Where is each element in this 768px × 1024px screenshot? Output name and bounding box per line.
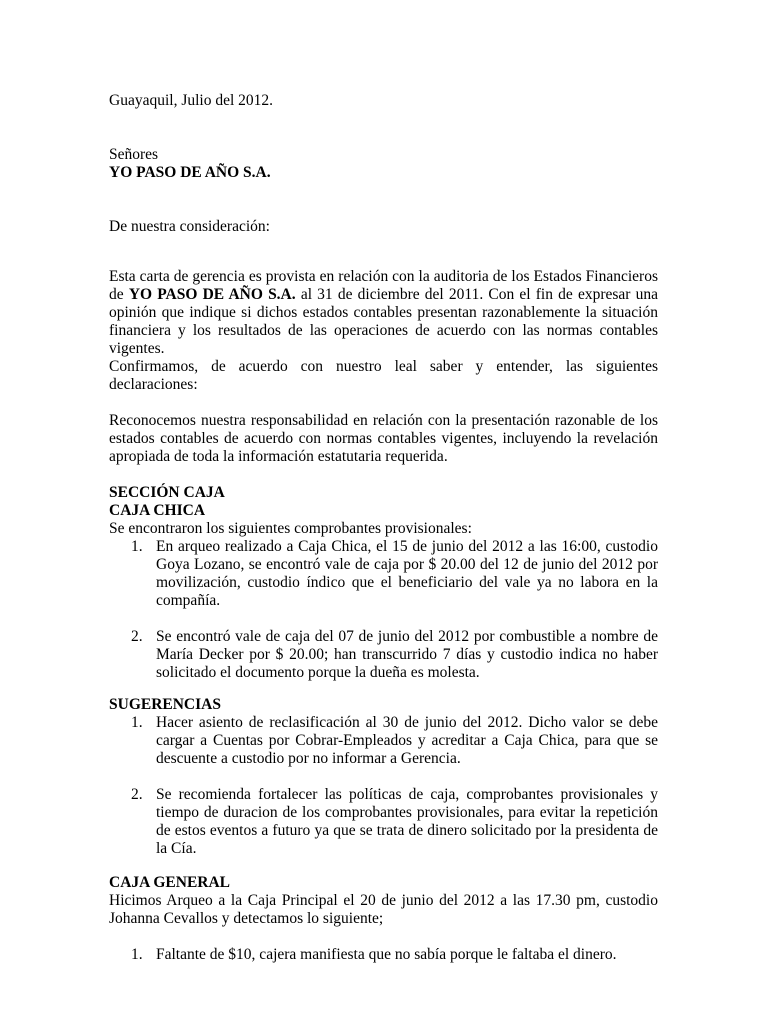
list-item: 1. Hacer asiento de reclasificación al 30 de junio del 2012. Dicho valor se debe cargar a Cuentas por Cobrar-Empleados y acreditar a Caja Chica, para que se descuente a custodio por no informar a Gerencia. [131,714,658,767]
caja-chica-list [109,538,658,682]
intro-company: YO PASO DE AÑO S.A. [128,286,296,303]
recipient-salutation: Señores [109,146,159,163]
responsibility-paragraph: Reconocemos nuestra responsabilidad en relación con la presentación razonable de los estados contables de acuerdo con normas contables vigentes, incluyendo la revelación apropiada de toda la información estatutaria requerida. [109,412,658,465]
section-title-caja: SECCIÓN CAJA [109,484,225,501]
list-item: 2. Se recomienda fortalecer las políticas de caja, comprobantes provisionales y tiempo de duracion de los comprobantes provisionales, para evitar la repetición de estos eventos a futuro ya que se trata de dinero solicitado por la presidenta de la Cía. [131,786,658,857]
recipient-company: YO PASO DE AÑO S.A. [109,164,271,181]
caja-general-list [109,946,658,964]
list-item: 1. Faltante de $10, cajera manifiesta que no sabía porque le faltaba el dinero. [131,946,617,963]
list-item: 1. En arqueo realizado a Caja Chica, el 15 de junio del 2012 a las 16:00, custodio Goya Lozano, se encontró vale de caja por $ 20.00 del 12 de junio del 2012 por movilización, custodio índico que el beneficiario del vale ya no labora en la compañía. [131,538,658,609]
place-date: Guayaquil, Julio del 2012. [109,92,274,109]
confirm-paragraph: Confirmamos, de acuerdo con nuestro leal saber y entender, las siguientes declaraciones: [109,358,658,393]
caja-general-title: CAJA GENERAL [109,874,231,891]
subsection-title-caja-chica: CAJA CHICA [109,502,206,519]
sugerencias-title: SUGERENCIAS [109,696,221,713]
intro-paragraph [109,268,658,358]
intro-text-a: Esta carta de gerencia es provista en relación con la auditoria de los Estados Financieros de [109,268,658,303]
greeting: De nuestra consideración: [109,218,270,235]
sugerencias-list [109,714,658,858]
caja-general-lead: Hicimos Arqueo a la Caja Principal el 20 de junio del 2012 a las 17.30 pm, custodio Johanna Cevallos y detectamos lo siguiente; [109,892,658,927]
intro-text-b: al 31 de diciembre del 2011. Con el fin de expresar una opinión que indique si dichos estados contables presentan razonablemente la situación financiera y los resultados de las operaciones de acuerdo con las normas contables vigentes. [109,286,658,357]
list-item: 2. Se encontró vale de caja del 07 de junio del 2012 por combustible a nombre de María Decker por $ 20.00; han transcurrido 7 días y custodio indica no haber solicitado el documento porque la dueña es molesta. [131,628,658,681]
caja-chica-lead: Se encontraron los siguientes comprobantes provisionales: [109,520,472,537]
